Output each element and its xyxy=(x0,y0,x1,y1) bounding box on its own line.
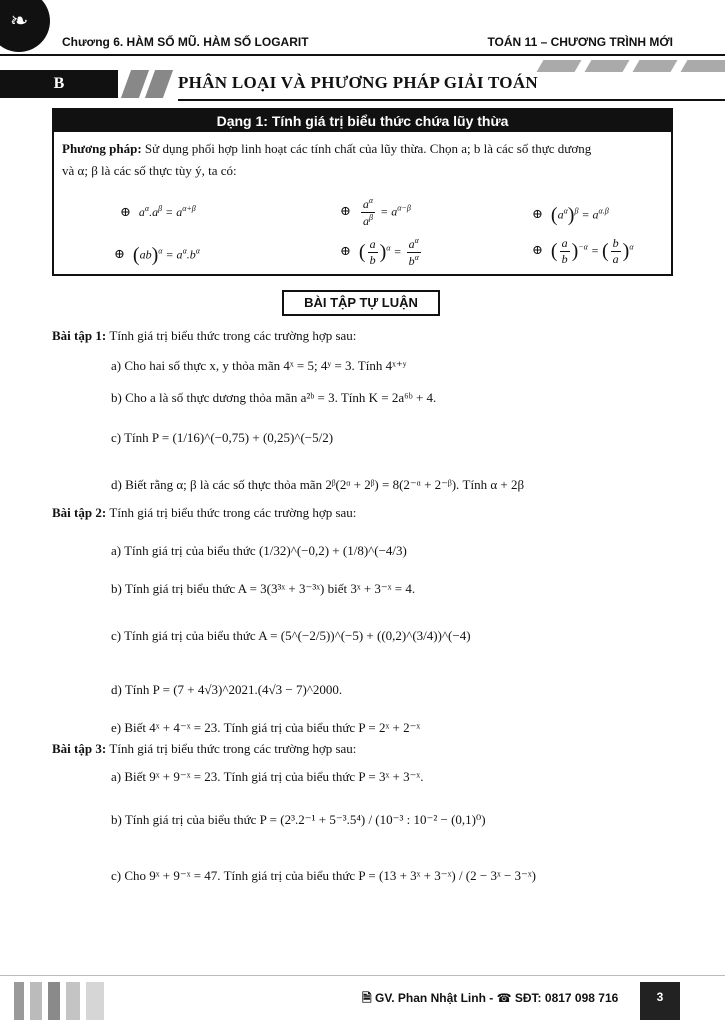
exercise-2-title: Bài tập 2: Tính giá trị biểu thức trong các trường hợp sau: xyxy=(52,505,357,520)
section-letter: B xyxy=(0,70,118,98)
exercise-1b: b) Cho a là số thực dương thỏa mãn a²ᵇ = 3. Tính K = 2a⁶ᵇ + 4. xyxy=(111,390,437,405)
exercise-1d: d) Biết rằng α; β là các số thực thỏa mãn 2ᵝ(2ᵅ + 2ᵝ) = 8(2⁻ᵅ + 2⁻ᵝ). Tính α + 2β xyxy=(111,477,525,492)
author-name: GV. Phan Nhật Linh xyxy=(375,991,486,1005)
method-text-line1: Sử dụng phối hợp linh hoạt các tính chất của lũy thừa. Chọn a; b là các số thực dương xyxy=(144,141,592,156)
method-box xyxy=(52,108,673,276)
footer-divider xyxy=(0,975,725,976)
course-title: TOÁN 11 – CHƯƠNG TRÌNH MỚI xyxy=(487,35,673,49)
formula-3: ⊕ $(a^\alpha)^\beta = a^{\alpha.\beta}$ xyxy=(532,204,609,226)
exercise-3c: c) Cho 9ˣ + 9⁻ˣ = 47. Tính giá trị của biểu thức P = (13 + 3ˣ + 3⁻ˣ) / (2 − 3ˣ − 3⁻ˣ) xyxy=(111,868,537,883)
method-label: Phương pháp: xyxy=(62,141,142,156)
formula-5: ⊕ ( $\frac{a}{b}$ )$^\alpha$ = $\frac{a^\alpha}{b^\alpha}$ xyxy=(340,236,419,268)
page-number: 3 xyxy=(640,982,680,1020)
exercise-badge: BÀI TẬP TỰ LUẬN xyxy=(282,290,440,316)
method-text-line2: và α; β là các số thực tùy ý, ta có: xyxy=(62,163,237,178)
exercise-1a: a) Cho hai số thực x, y thỏa mãn 4ˣ = 5; 4ʸ = 3. Tính 4ˣ⁺ʸ xyxy=(111,358,407,373)
formula-4: ⊕ $(ab)^\alpha = a^\alpha.b^\alpha$ xyxy=(114,244,200,266)
phone-icon: ☎ xyxy=(496,991,512,1005)
formula-1: ⊕ $a^\alpha.a^\beta = a^{\alpha+\beta}$ xyxy=(120,204,196,219)
logo-icon: ❧ xyxy=(10,8,29,33)
section-heading xyxy=(0,70,725,100)
formula-2: ⊕ $\frac{a^\alpha}{a^\beta}$ = $a^{\alpha-\beta}$ xyxy=(340,196,411,228)
exercise-1c: c) Tính P = (1/16)^(−0,75) + (0,25)^(−5/2) xyxy=(111,430,334,445)
exercise-3b: b) Tính giá trị của biểu thức P = (2³.2⁻¹ + 5⁻³.5⁴) / (10⁻³ : 10⁻² − (0,1)⁰) xyxy=(111,812,486,827)
exercise-2e: e) Biết 4ˣ + 4⁻ˣ = 23. Tính giá trị của biểu thức P = 2ˣ + 2⁻ˣ xyxy=(111,720,421,735)
header-divider xyxy=(0,54,725,56)
exercise-3-title: Bài tập 3: Tính giá trị biểu thức trong các trường hợp sau: xyxy=(52,741,357,756)
exercise-2d: d) Tính P = (7 + 4√3)^2021.(4√3 − 7)^2000. xyxy=(111,682,343,697)
document-icon: 🗎 xyxy=(362,991,372,1005)
method-text xyxy=(54,132,671,182)
method-heading: Dạng 1: Tính giá trị biểu thức chứa lũy thừa xyxy=(54,110,671,132)
formula-6: ⊕ ( $\frac{a}{b}$ )$^{-\alpha}$ = ( $\frac{b}{a}$ )$^\alpha$ xyxy=(532,236,634,266)
exercise-3a: a) Biết 9ˣ + 9⁻ˣ = 23. Tính giá trị của biểu thức P = 3ˣ + 3⁻ˣ. xyxy=(111,769,424,784)
footer-info: 🗎 GV. Phan Nhật Linh - ☎ SĐT: 0817 098 716 xyxy=(362,991,619,1005)
chapter-title: Chương 6. HÀM SỐ MŨ. HÀM SỐ LOGARIT xyxy=(62,35,309,49)
exercise-2c: c) Tính giá trị của biểu thức A = (5^(−2/5))^(−5) + ((0,2)^(3/4))^(−4) xyxy=(111,628,471,643)
exercise-2b: b) Tính giá trị biểu thức A = 3(3³ˣ + 3⁻³ˣ) biết 3ˣ + 3⁻ˣ = 4. xyxy=(111,581,416,596)
exercise-1-title: Bài tập 1: Tính giá trị biểu thức trong các trường hợp sau: xyxy=(52,328,357,343)
exercise-2a: a) Tính giá trị của biểu thức (1/32)^(−0,2) + (1/8)^(−4/3) xyxy=(111,543,407,558)
section-title: PHÂN LOẠI VÀ PHƯƠNG PHÁP GIẢI TOÁN xyxy=(178,73,538,92)
phone-number: SĐT: 0817 098 716 xyxy=(514,991,619,1005)
